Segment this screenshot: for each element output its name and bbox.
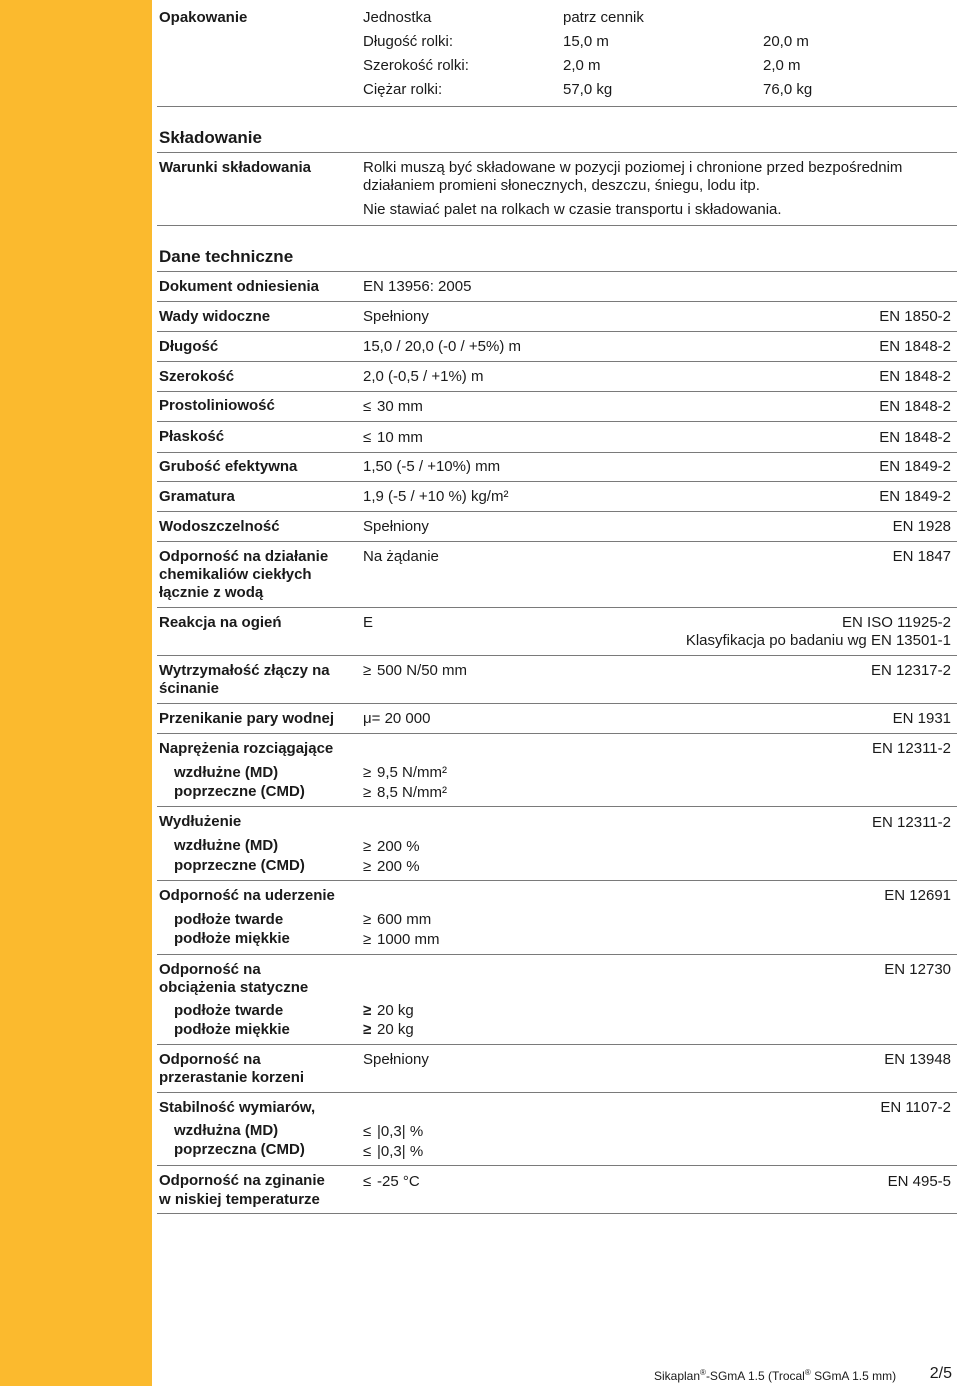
page-number: 2/5 bbox=[929, 1365, 952, 1382]
row-label-line-3: łącznie z wodą bbox=[159, 584, 264, 601]
ge-symbol: ≥ bbox=[363, 1002, 372, 1019]
storage-text-2: działaniem promieni słonecznych, deszczu, śniegu, lodu itp. bbox=[363, 177, 760, 194]
row-value-soft: 20 kg bbox=[377, 1021, 414, 1038]
row-value: Na żądanie bbox=[363, 548, 439, 565]
row-label: Płaskość bbox=[159, 428, 225, 445]
row-value-cell bbox=[363, 764, 447, 782]
row-value: 15,0 / 20,0 (-0 / +5%) m bbox=[363, 338, 521, 355]
divider bbox=[157, 152, 957, 153]
row-value-cell bbox=[363, 1143, 423, 1161]
yellow-sidebar-stripe bbox=[0, 0, 152, 1386]
row-value-cell bbox=[363, 710, 430, 728]
row-label-line-1: Odporność na bbox=[159, 1051, 261, 1068]
le-symbol: ≤ bbox=[363, 429, 372, 446]
ge-symbol: ≥ bbox=[363, 1021, 372, 1038]
le-symbol: ≤ bbox=[363, 1123, 372, 1140]
le-symbol: ≤ bbox=[363, 1173, 372, 1190]
row-value: 10 mm bbox=[377, 429, 423, 446]
row-label: Długość bbox=[159, 338, 219, 355]
row-value: 1,9 (-5 / +10 %) kg/m² bbox=[363, 488, 509, 505]
row-label-line-2: przerastanie korzeni bbox=[159, 1069, 305, 1086]
storage-text-1: Rolki muszą być składowane w pozycji poziomej i chronione przed bezpośrednim bbox=[363, 159, 903, 176]
row-label: Prostoliniowość bbox=[159, 397, 275, 414]
ref-doc-value: EN 13956: 2005 bbox=[363, 278, 472, 295]
divider bbox=[157, 331, 957, 332]
row-standard: EN 12691 bbox=[884, 887, 951, 904]
divider bbox=[157, 954, 957, 955]
storage-conditions-label: Warunki składowania bbox=[159, 159, 311, 176]
reg-symbol: ® bbox=[804, 1368, 811, 1377]
row-label-line-2: w niskiej temperaturze bbox=[159, 1191, 320, 1208]
row-label: Szerokość bbox=[159, 368, 235, 385]
row-standard: EN 1847 bbox=[892, 548, 951, 565]
divider bbox=[157, 452, 957, 453]
row-value: E bbox=[363, 614, 374, 631]
row-value: = 20 000 bbox=[371, 710, 431, 727]
storage-title: Składowanie bbox=[159, 128, 262, 147]
row-value-cell bbox=[363, 398, 423, 416]
divider bbox=[157, 421, 957, 422]
roll-weight-value-2: 76,0 kg bbox=[763, 81, 813, 98]
row-value: 2,0 (-0,5 / +1%) m bbox=[363, 368, 484, 385]
row-sublabel-cmd: poprzeczne (CMD) bbox=[174, 857, 305, 874]
row-value-cmd: 8,5 N/mm² bbox=[377, 784, 448, 801]
row-value: 30 mm bbox=[377, 398, 423, 415]
row-value: 1,50 (-5 / +10%) mm bbox=[363, 458, 501, 475]
row-value-cell bbox=[363, 662, 467, 680]
row-value-cmd: 200 % bbox=[377, 858, 420, 875]
row-sublabel-soft: podłoże miękkie bbox=[174, 1021, 290, 1038]
row-label-line-2: chemikaliów ciekłych bbox=[159, 566, 312, 583]
row-label-line-2: obciążenia statyczne bbox=[159, 979, 309, 996]
mu-symbol: μ bbox=[363, 710, 372, 727]
row-label: Reakcja na ogień bbox=[159, 614, 282, 631]
row-sublabel-md: wzdłużne (MD) bbox=[174, 764, 279, 781]
row-label: Wady widoczne bbox=[159, 308, 271, 325]
row-value: Spełniony bbox=[363, 308, 429, 325]
divider bbox=[157, 1044, 957, 1045]
row-value: -25 °C bbox=[377, 1173, 420, 1190]
row-value-soft: 1000 mm bbox=[377, 931, 440, 948]
divider bbox=[157, 301, 957, 302]
row-standard: EN 495-5 bbox=[887, 1173, 951, 1190]
row-standard: EN 1850-2 bbox=[879, 308, 951, 325]
divider bbox=[157, 511, 957, 512]
ge-symbol: ≥ bbox=[363, 764, 372, 781]
row-label-line-1: Odporność na bbox=[159, 961, 261, 978]
roll-weight-value-1: 57,0 kg bbox=[563, 81, 613, 98]
row-value-hard: 600 mm bbox=[377, 911, 432, 928]
row-standard: EN 1931 bbox=[892, 710, 951, 727]
ge-symbol: ≥ bbox=[363, 858, 372, 875]
footer-part-1: Sikaplan bbox=[654, 1369, 701, 1383]
divider bbox=[157, 1092, 957, 1093]
le-symbol: ≤ bbox=[363, 398, 372, 415]
roll-width-value-1: 2,0 m bbox=[563, 57, 601, 74]
ge-symbol: ≥ bbox=[363, 931, 372, 948]
divider bbox=[157, 391, 957, 392]
row-label: Przenikanie pary wodnej bbox=[159, 710, 335, 727]
reg-symbol: ® bbox=[700, 1368, 706, 1377]
divider bbox=[157, 607, 957, 608]
row-label: Naprężenia rozciągające bbox=[159, 740, 334, 757]
row-value-cell bbox=[363, 858, 420, 876]
row-sublabel-md: wzdłużna (MD) bbox=[174, 1122, 279, 1139]
row-label-line-1: Odporność na działanie bbox=[159, 548, 329, 565]
ge-symbol: ≥ bbox=[363, 911, 372, 928]
ge-symbol: ≥ bbox=[363, 838, 372, 855]
divider bbox=[157, 880, 957, 881]
row-value: Spełniony bbox=[363, 518, 429, 535]
row-value-cell bbox=[363, 429, 423, 447]
roll-weight-key: Ciężar rolki: bbox=[363, 81, 443, 98]
row-label-line-2: ścinanie bbox=[159, 680, 220, 697]
divider bbox=[157, 106, 957, 107]
packaging-unit-key: Jednostka bbox=[363, 9, 432, 26]
ge-symbol: ≥ bbox=[363, 784, 372, 801]
footer-product-name bbox=[654, 1368, 896, 1383]
divider bbox=[157, 541, 957, 542]
row-standard: EN 1848-2 bbox=[879, 398, 951, 415]
divider bbox=[157, 271, 957, 272]
storage-text-3: Nie stawiać palet na rolkach w czasie transportu i składowania. bbox=[363, 201, 782, 218]
row-sublabel-md: wzdłużne (MD) bbox=[174, 837, 279, 854]
row-standard: EN 1848-2 bbox=[879, 429, 951, 446]
row-label-line-1: Wytrzymałość złączy na bbox=[159, 662, 330, 679]
roll-length-value-2: 20,0 m bbox=[763, 33, 809, 50]
divider bbox=[157, 703, 957, 704]
row-standard: EN 1849-2 bbox=[879, 488, 951, 505]
row-sublabel-soft: podłoże miękkie bbox=[174, 930, 290, 947]
row-value: Spełniony bbox=[363, 1051, 429, 1068]
row-value-cell bbox=[363, 1021, 414, 1039]
roll-width-key: Szerokość rolki: bbox=[363, 57, 469, 74]
tech-title: Dane techniczne bbox=[159, 247, 294, 266]
row-label: Odporność na uderzenie bbox=[159, 887, 335, 904]
divider bbox=[157, 1165, 957, 1166]
footer-part-3: SGmA 1.5 mm) bbox=[810, 1369, 897, 1383]
row-standard: EN ISO 11925-2 bbox=[842, 614, 951, 631]
row-value-cmd: |0,3| % bbox=[377, 1143, 424, 1160]
row-standard: EN 12311-2 bbox=[872, 740, 951, 757]
row-standard: EN 1928 bbox=[892, 518, 951, 535]
row-sublabel-hard: podłoże twarde bbox=[174, 1002, 284, 1019]
divider bbox=[157, 1213, 957, 1214]
row-standard: EN 12317-2 bbox=[870, 662, 951, 679]
row-label: Wydłużenie bbox=[159, 813, 242, 830]
roll-width-value-2: 2,0 m bbox=[763, 57, 801, 74]
row-value-cell bbox=[363, 911, 431, 929]
divider bbox=[157, 481, 957, 482]
ref-doc-label: Dokument odniesienia bbox=[159, 278, 320, 295]
row-standard: EN 13948 bbox=[884, 1051, 951, 1068]
row-standard: EN 12730 bbox=[884, 961, 951, 978]
row-value-cell bbox=[363, 784, 447, 802]
row-value: 500 N/50 mm bbox=[377, 662, 468, 679]
divider bbox=[157, 655, 957, 656]
packaging-label: Opakowanie bbox=[159, 9, 248, 26]
row-label: Wodoszczelność bbox=[159, 518, 280, 535]
row-value-cell bbox=[363, 1002, 414, 1020]
row-sublabel-hard: podłoże twarde bbox=[174, 911, 284, 928]
row-label: Stabilność wymiarów, bbox=[159, 1099, 316, 1116]
row-label: Grubość efektywna bbox=[159, 458, 298, 475]
row-standard: EN 12311-2 bbox=[872, 814, 951, 831]
row-value-cell bbox=[363, 838, 420, 856]
footer-part-2: -SGmA 1.5 (Trocal bbox=[705, 1369, 805, 1383]
divider bbox=[157, 225, 957, 226]
row-standard: EN 1107-2 bbox=[880, 1099, 951, 1116]
row-sublabel-cmd: poprzeczne (CMD) bbox=[174, 783, 305, 800]
row-sublabel-cmd: poprzeczna (CMD) bbox=[174, 1141, 305, 1158]
row-standard: EN 1849-2 bbox=[879, 458, 951, 475]
row-value-cell bbox=[363, 1123, 423, 1141]
row-value-md: 200 % bbox=[377, 838, 420, 855]
row-value-hard: 20 kg bbox=[377, 1002, 414, 1019]
row-standard: EN 1848-2 bbox=[879, 338, 951, 355]
divider bbox=[157, 806, 957, 807]
row-label-line-1: Odporność na zginanie bbox=[159, 1172, 325, 1189]
row-value-md: 9,5 N/mm² bbox=[377, 764, 448, 781]
roll-length-value-1: 15,0 m bbox=[563, 33, 609, 50]
row-value-cell bbox=[363, 1173, 420, 1191]
packaging-unit-value: patrz cennik bbox=[563, 9, 644, 26]
row-label: Gramatura bbox=[159, 488, 235, 505]
row-value-md: |0,3| % bbox=[377, 1123, 424, 1140]
row-value-cell bbox=[363, 931, 440, 949]
ge-symbol: ≥ bbox=[363, 662, 372, 679]
row-standard: EN 1848-2 bbox=[879, 368, 951, 385]
divider bbox=[157, 733, 957, 734]
le-symbol: ≤ bbox=[363, 1143, 372, 1160]
divider bbox=[157, 361, 957, 362]
roll-length-key: Długość rolki: bbox=[363, 33, 454, 50]
row-standard-classification: Klasyfikacja po badaniu wg EN 13501-1 bbox=[685, 632, 951, 649]
